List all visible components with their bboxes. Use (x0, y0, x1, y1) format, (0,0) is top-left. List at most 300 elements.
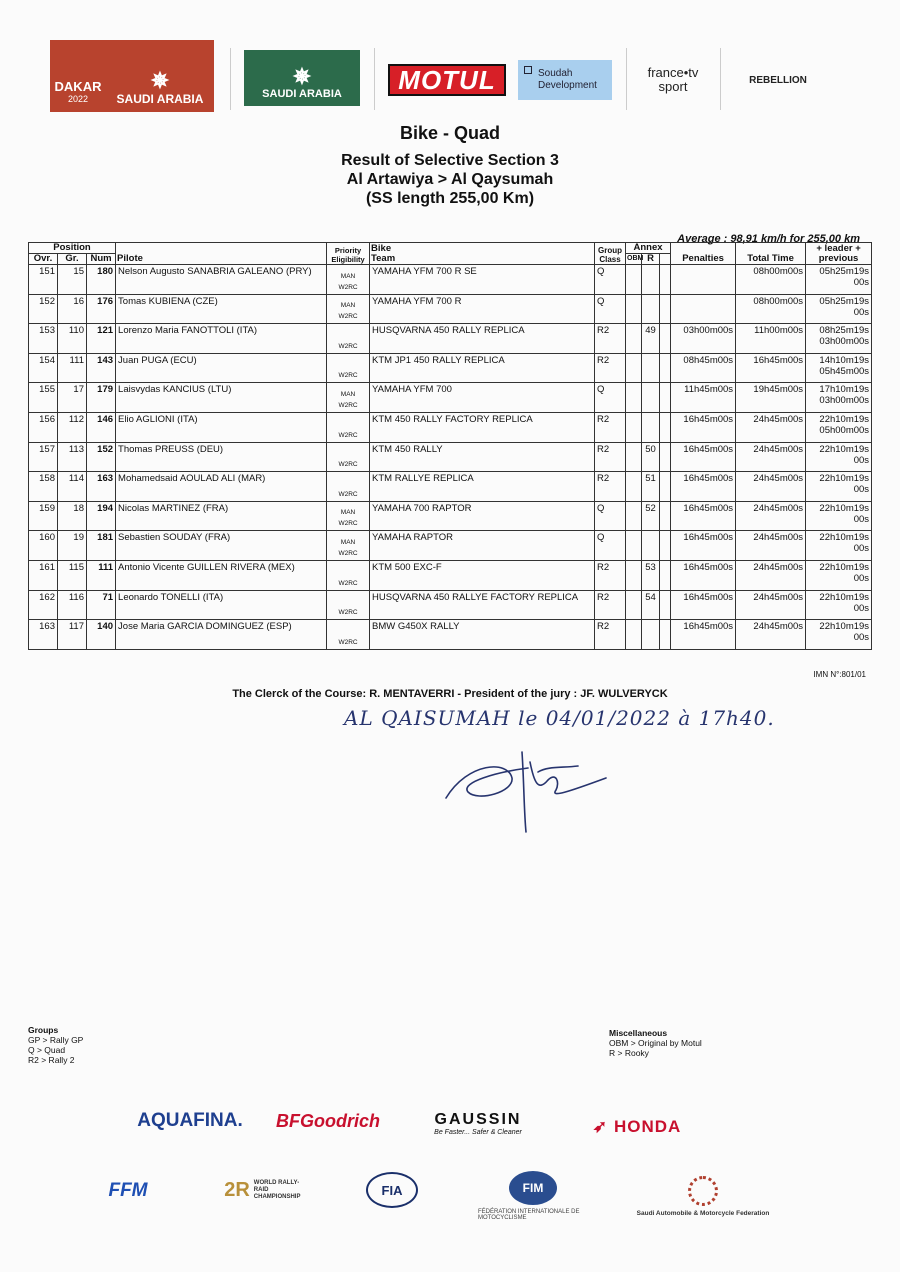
header-total-time: Total Time (736, 243, 806, 265)
priority-line: MAN (340, 509, 356, 517)
cell-total-time: 11h00m00s (736, 324, 806, 354)
gap-leader: 08h25m19s (819, 325, 870, 337)
cell-leader (806, 412, 872, 442)
cell-num: 143 (87, 353, 116, 383)
length-title: (SS length 255,00 Km) (365, 190, 535, 207)
imn-number: IMN N°:801/01 (813, 670, 866, 679)
cell-r: 53 (642, 560, 660, 590)
cell-obm (626, 472, 642, 502)
cell-priority (327, 324, 370, 354)
cell-pilote: Tomas KUBIENA (CZE) (116, 294, 327, 324)
gap-previous: 00s (853, 572, 870, 584)
cell-num: 146 (87, 412, 116, 442)
cell-gr: 112 (58, 412, 87, 442)
category-title: Bike - Quad (399, 123, 501, 143)
gap-leader: 05h25m19s (819, 266, 870, 277)
cell-class: R2 (595, 590, 626, 620)
cell-num: 163 (87, 472, 116, 502)
signature-image (438, 742, 608, 834)
cell-r: 51 (642, 472, 660, 502)
cell-gr: 16 (58, 294, 87, 324)
gaussin-logo-text: GAUSSIN (434, 1110, 522, 1128)
cell-annex-extra (660, 620, 671, 650)
cell-ovr: 153 (29, 324, 58, 354)
cell-num: 181 (87, 531, 116, 561)
cell-gr: 110 (58, 324, 87, 354)
table-row (29, 560, 872, 590)
fim-logo (478, 1168, 588, 1224)
cell-obm (626, 265, 642, 295)
cell-r (642, 531, 660, 561)
cell-pilote: Jose Maria GARCIA DOMINGUEZ (ESP) (116, 620, 327, 650)
cell-priority (327, 620, 370, 650)
miscellaneous-legend (609, 1028, 702, 1058)
header-r: R (642, 254, 660, 265)
section-title: Result of Selective Section 3 (341, 152, 559, 169)
cell-leader (806, 294, 872, 324)
header-leader-previous: + leader + previous (806, 243, 872, 265)
cell-class: R2 (595, 412, 626, 442)
cell-penalties (671, 265, 736, 295)
cell-penalties: 16h45m00s (671, 472, 736, 502)
ffm-logo: FFM (108, 1180, 148, 1201)
cell-class: R2 (595, 620, 626, 650)
honda-logo (562, 1114, 712, 1140)
cell-ovr: 154 (29, 353, 58, 383)
honda-wing-icon: ➶ (592, 1117, 608, 1136)
cell-priority (327, 531, 370, 561)
cell-penalties: 16h45m00s (671, 531, 736, 561)
cell-priority (327, 294, 370, 324)
france-tv-sport-text: sport (658, 79, 688, 94)
header-annex: Annex (626, 243, 671, 254)
header-group-class: Group Class (595, 243, 626, 265)
cell-bike: KTM RALLYE REPLICA (370, 472, 595, 502)
gap-previous: 00s (853, 543, 870, 555)
cell-penalties: 16h45m00s (671, 501, 736, 531)
priority-line: W2RC (338, 490, 358, 498)
cell-annex-extra (660, 442, 671, 472)
priority-line: W2RC (338, 579, 358, 587)
cell-num: 140 (87, 620, 116, 650)
table-row (29, 590, 872, 620)
handwritten-note: AL QAISUMAH le 04/01/2022 à 17h40. (344, 706, 775, 730)
cell-pilote: Thomas PREUSS (DEU) (116, 442, 327, 472)
cell-bike: KTM 500 EXC-F (370, 560, 595, 590)
cell-obm (626, 383, 642, 413)
cell-total-time: 24h45m00s (736, 412, 806, 442)
palm-icon: ✵ (292, 64, 312, 89)
federation-emblem-icon (688, 1176, 718, 1206)
cell-class: R2 (595, 560, 626, 590)
cell-obm (626, 560, 642, 590)
cell-annex-extra (660, 501, 671, 531)
cell-annex-extra (660, 353, 671, 383)
table-header-row (29, 243, 872, 254)
logo-divider (626, 48, 627, 110)
logo-divider (720, 48, 721, 110)
gap-previous: 00s (853, 277, 870, 288)
cell-gr: 113 (58, 442, 87, 472)
cell-num: 180 (87, 265, 116, 295)
cell-leader (806, 531, 872, 561)
cell-ovr: 152 (29, 294, 58, 324)
priority-line: W2RC (338, 461, 358, 469)
cell-r: 54 (642, 590, 660, 620)
priority-line: W2RC (338, 520, 358, 528)
cell-annex-extra (660, 590, 671, 620)
cell-leader (806, 472, 872, 502)
cell-total-time: 19h45m00s (736, 383, 806, 413)
cell-total-time: 08h00m00s (736, 294, 806, 324)
cell-class: R2 (595, 324, 626, 354)
saudi-arabia-logo (244, 50, 360, 106)
cell-obm (626, 294, 642, 324)
cell-gr: 15 (58, 265, 87, 295)
cell-class: Q (595, 501, 626, 531)
cell-ovr: 151 (29, 265, 58, 295)
table-row (29, 472, 872, 502)
priority-line: MAN (340, 390, 356, 398)
cell-ovr: 162 (29, 590, 58, 620)
rebellion-logo (730, 70, 826, 90)
cell-pilote: Sebastien SOUDAY (FRA) (116, 531, 327, 561)
cell-leader (806, 590, 872, 620)
cell-annex-extra (660, 472, 671, 502)
cell-bike: YAMAHA 700 RAPTOR (370, 501, 595, 531)
header-ovr: Ovr. (29, 254, 58, 265)
cell-priority (327, 353, 370, 383)
header-bike-team (370, 243, 595, 265)
cell-annex-extra (660, 531, 671, 561)
gap-previous: 00s (853, 632, 870, 644)
header-penalties: Penalties (671, 243, 736, 265)
cell-obm (626, 590, 642, 620)
dakar-saudi-logo (50, 40, 214, 112)
table-row (29, 324, 872, 354)
cell-bike: YAMAHA YFM 700 (370, 383, 595, 413)
cell-gr: 115 (58, 560, 87, 590)
groups-item: Q > Quad (28, 1045, 66, 1055)
cell-penalties: 03h00m00s (671, 324, 736, 354)
priority-line: W2RC (338, 609, 358, 617)
gap-previous: 00s (853, 454, 870, 466)
cell-ovr: 161 (29, 560, 58, 590)
cell-gr: 19 (58, 531, 87, 561)
cell-total-time: 08h00m00s (736, 265, 806, 295)
dakar-saudi-text: SAUDI ARABIA (116, 92, 204, 106)
w2rc-logo-text: 2R (224, 1178, 250, 1201)
cell-penalties: 16h45m00s (671, 442, 736, 472)
cell-pilote: Antonio Vicente GUILLEN RIVERA (MEX) (116, 560, 327, 590)
cell-annex-extra (660, 412, 671, 442)
table-row (29, 353, 872, 383)
gap-previous: 05h45m00s (819, 365, 870, 377)
cell-num: 111 (87, 560, 116, 590)
cell-ovr: 158 (29, 472, 58, 502)
priority-line: MAN (340, 272, 356, 280)
cell-priority (327, 412, 370, 442)
fim-logo-disc: FIM (509, 1171, 557, 1205)
gap-leader: 17h10m19s (819, 384, 870, 396)
cell-num: 179 (87, 383, 116, 413)
cell-leader (806, 324, 872, 354)
cell-ovr: 163 (29, 620, 58, 650)
cell-annex-extra (660, 383, 671, 413)
cell-num: 176 (87, 294, 116, 324)
cell-penalties: 16h45m00s (671, 590, 736, 620)
cell-r (642, 383, 660, 413)
table-row (29, 412, 872, 442)
cell-gr: 18 (58, 501, 87, 531)
cell-ovr: 155 (29, 383, 58, 413)
gap-previous: 00s (853, 513, 870, 525)
gap-previous: 05h00m00s (819, 424, 870, 436)
gap-leader: 05h25m19s (819, 295, 870, 307)
cell-priority (327, 501, 370, 531)
logo-divider (374, 48, 375, 110)
saudi-logo-text: SAUDI ARABIA (262, 88, 342, 100)
priority-line: W2RC (338, 313, 358, 321)
cell-class: R2 (595, 353, 626, 383)
cell-bike: KTM 450 RALLY FACTORY REPLICA (370, 412, 595, 442)
cell-annex-extra (660, 324, 671, 354)
cell-r (642, 353, 660, 383)
palm-icon: ✵ (150, 68, 170, 93)
gap-previous: 00s (853, 602, 870, 614)
cell-ovr: 156 (29, 412, 58, 442)
dakar-logo-year: 2022 (67, 94, 89, 104)
france-tv-text: france•tv (647, 65, 699, 80)
cell-class: R2 (595, 442, 626, 472)
priority-line: W2RC (338, 431, 358, 439)
cell-bike: BMW G450X RALLY (370, 620, 595, 650)
cell-class: Q (595, 265, 626, 295)
header-annex-extra (660, 254, 671, 265)
cell-r (642, 294, 660, 324)
results-table (28, 242, 872, 650)
priority-line: MAN (340, 538, 356, 546)
cell-priority (327, 265, 370, 295)
cell-bike: HUSQVARNA 450 RALLY REPLICA (370, 324, 595, 354)
cell-penalties: 16h45m00s (671, 560, 736, 590)
cell-obm (626, 324, 642, 354)
gap-leader: 22h10m19s (819, 621, 870, 633)
cell-priority (327, 590, 370, 620)
bfgoodrich-logo: BFGoodrich (276, 1110, 380, 1131)
fim-logo-caption: FÉDÉRATION INTERNATIONALE DE MOTOCYCLISME (478, 1209, 580, 1221)
gaussin-logo (418, 1100, 538, 1146)
priority-line: MAN (340, 302, 356, 310)
cell-bike: YAMAHA YFM 700 R SE (370, 265, 595, 295)
cell-total-time: 24h45m00s (736, 560, 806, 590)
cell-priority (327, 442, 370, 472)
gap-leader: 22h10m19s (819, 473, 870, 485)
cell-ovr: 157 (29, 442, 58, 472)
cell-r: 50 (642, 442, 660, 472)
priority-line: W2RC (338, 283, 358, 291)
cell-pilote: Nicolas MARTINEZ (FRA) (116, 501, 327, 531)
cell-total-time: 24h45m00s (736, 531, 806, 561)
gap-leader: 22h10m19s (819, 591, 870, 603)
cell-total-time: 24h45m00s (736, 501, 806, 531)
cell-pilote: Laisvydas KANCIUS (LTU) (116, 383, 327, 413)
cell-gr: 117 (58, 620, 87, 650)
cell-leader (806, 442, 872, 472)
gap-previous: 03h00m00s (819, 336, 870, 348)
cell-num: 121 (87, 324, 116, 354)
cell-bike: KTM JP1 450 RALLY REPLICA (370, 353, 595, 383)
cell-ovr: 159 (29, 501, 58, 531)
gaussin-tagline: Be Faster... Safer & Cleaner (434, 1128, 522, 1136)
rebellion-logo-text: REBELLION (749, 74, 807, 86)
cell-leader (806, 560, 872, 590)
fia-logo: FIA (366, 1172, 418, 1208)
header-bike: Bike (371, 243, 392, 254)
cell-pilote: Lorenzo Maria FANOTTOLI (ITA) (116, 324, 327, 354)
cell-r (642, 265, 660, 295)
cell-obm (626, 620, 642, 650)
cell-leader (806, 353, 872, 383)
cell-total-time: 24h45m00s (736, 472, 806, 502)
priority-line: W2RC (338, 549, 358, 557)
soudah-square-icon (524, 66, 532, 74)
cell-bike: YAMAHA RAPTOR (370, 531, 595, 561)
cell-total-time: 24h45m00s (736, 620, 806, 650)
misc-item: R > Rooky (609, 1048, 649, 1058)
cell-pilote: Juan PUGA (ECU) (116, 353, 327, 383)
soudah-logo (518, 60, 612, 100)
document-titles (0, 122, 900, 208)
cell-ovr: 160 (29, 531, 58, 561)
cell-penalties: 16h45m00s (671, 412, 736, 442)
header-team: Team (371, 253, 396, 264)
cell-r: 49 (642, 324, 660, 354)
cell-obm (626, 412, 642, 442)
cell-leader (806, 620, 872, 650)
cell-priority (327, 383, 370, 413)
dakar-logo-text: DAKAR (54, 79, 102, 94)
table-row (29, 265, 872, 295)
cell-r: 52 (642, 501, 660, 531)
aquafina-logo: AQUAFINA. (137, 1110, 243, 1131)
logo-divider (230, 48, 231, 110)
cell-obm (626, 501, 642, 531)
header-pilote: Pilote (116, 243, 327, 265)
cell-pilote: Elio AGLIONI (ITA) (116, 412, 327, 442)
priority-line: W2RC (338, 372, 358, 380)
gap-previous: 03h00m00s (819, 395, 870, 407)
header-obm: OBM (626, 254, 642, 265)
cell-gr: 17 (58, 383, 87, 413)
saudi-federation-logo (628, 1166, 778, 1226)
cell-obm (626, 531, 642, 561)
federation-logo-caption: Saudi Automobile & Motorcycle Federation (636, 1209, 770, 1217)
motul-logo: MOTUL (388, 64, 506, 96)
gap-previous: 00s (853, 306, 870, 318)
gap-leader: 22h10m19s (819, 561, 870, 573)
soudah-logo-text: Soudah Development (538, 68, 597, 91)
table-row (29, 501, 872, 531)
cell-bike: HUSQVARNA 450 RALLYE FACTORY REPLICA (370, 590, 595, 620)
route-title: Al Artawiya > Al Qaysumah (346, 171, 554, 188)
priority-line: W2RC (338, 638, 358, 646)
cell-gr: 116 (58, 590, 87, 620)
cell-num: 194 (87, 501, 116, 531)
gap-previous: 00s (853, 484, 870, 496)
groups-title: Groups (28, 1025, 59, 1035)
cell-gr: 111 (58, 353, 87, 383)
table-row (29, 294, 872, 324)
cell-num: 71 (87, 590, 116, 620)
cell-pilote: Nelson Augusto SANABRIA GALEANO (PRY) (116, 265, 327, 295)
cell-r (642, 620, 660, 650)
groups-item: GP > Rally GP (28, 1035, 84, 1045)
cell-leader (806, 383, 872, 413)
cell-obm (626, 353, 642, 383)
groups-legend (28, 1025, 83, 1065)
cell-total-time: 16h45m00s (736, 353, 806, 383)
cell-class: Q (595, 294, 626, 324)
cell-priority (327, 560, 370, 590)
cell-annex-extra (660, 265, 671, 295)
cell-penalties: 16h45m00s (671, 620, 736, 650)
cell-class: Q (595, 531, 626, 561)
gap-leader: 22h10m19s (819, 443, 870, 455)
table-row (29, 442, 872, 472)
cell-r (642, 412, 660, 442)
france-tv-sport-logo (636, 62, 710, 98)
cell-bike: YAMAHA YFM 700 R (370, 294, 595, 324)
average-speed: Average : 98,91 km/h for 255,00 km (677, 233, 860, 245)
table-row (29, 383, 872, 413)
w2rc-logo-caption: WORLD RALLY-RAID CHAMPIONSHIP (253, 1179, 301, 1200)
table-row (29, 620, 872, 650)
cell-annex-extra (660, 294, 671, 324)
header-position: Position (29, 243, 116, 254)
table-row (29, 531, 872, 561)
w2rc-logo (222, 1174, 310, 1206)
clerk-of-course: The Clerck of the Course: R. MENTAVERRI - President of the jury : JF. WULVERYCK (232, 688, 668, 700)
cell-class: R2 (595, 472, 626, 502)
misc-item: OBM > Original by Motul (609, 1038, 702, 1048)
gap-leader: 22h10m19s (819, 532, 870, 544)
cell-num: 152 (87, 442, 116, 472)
cell-pilote: Leonardo TONELLI (ITA) (116, 590, 327, 620)
honda-logo-text: HONDA (613, 1117, 682, 1136)
header-logos (50, 40, 830, 115)
cell-penalties (671, 294, 736, 324)
cell-total-time: 24h45m00s (736, 590, 806, 620)
cell-gr: 114 (58, 472, 87, 502)
groups-item: R2 > Rally 2 (28, 1055, 75, 1065)
gap-leader: 14h10m19s (819, 354, 870, 366)
misc-title: Miscellaneous (609, 1028, 668, 1038)
cell-leader (806, 265, 872, 295)
cell-penalties: 11h45m00s (671, 383, 736, 413)
priority-line: W2RC (338, 342, 358, 350)
priority-line: W2RC (338, 401, 358, 409)
gap-leader: 22h10m19s (819, 413, 870, 425)
cell-obm (626, 442, 642, 472)
cell-priority (327, 472, 370, 502)
cell-annex-extra (660, 560, 671, 590)
cell-class: Q (595, 383, 626, 413)
cell-total-time: 24h45m00s (736, 442, 806, 472)
cell-pilote: Mohamedsaid AOULAD ALI (MAR) (116, 472, 327, 502)
cell-leader (806, 501, 872, 531)
header-gr: Gr. (58, 254, 87, 265)
